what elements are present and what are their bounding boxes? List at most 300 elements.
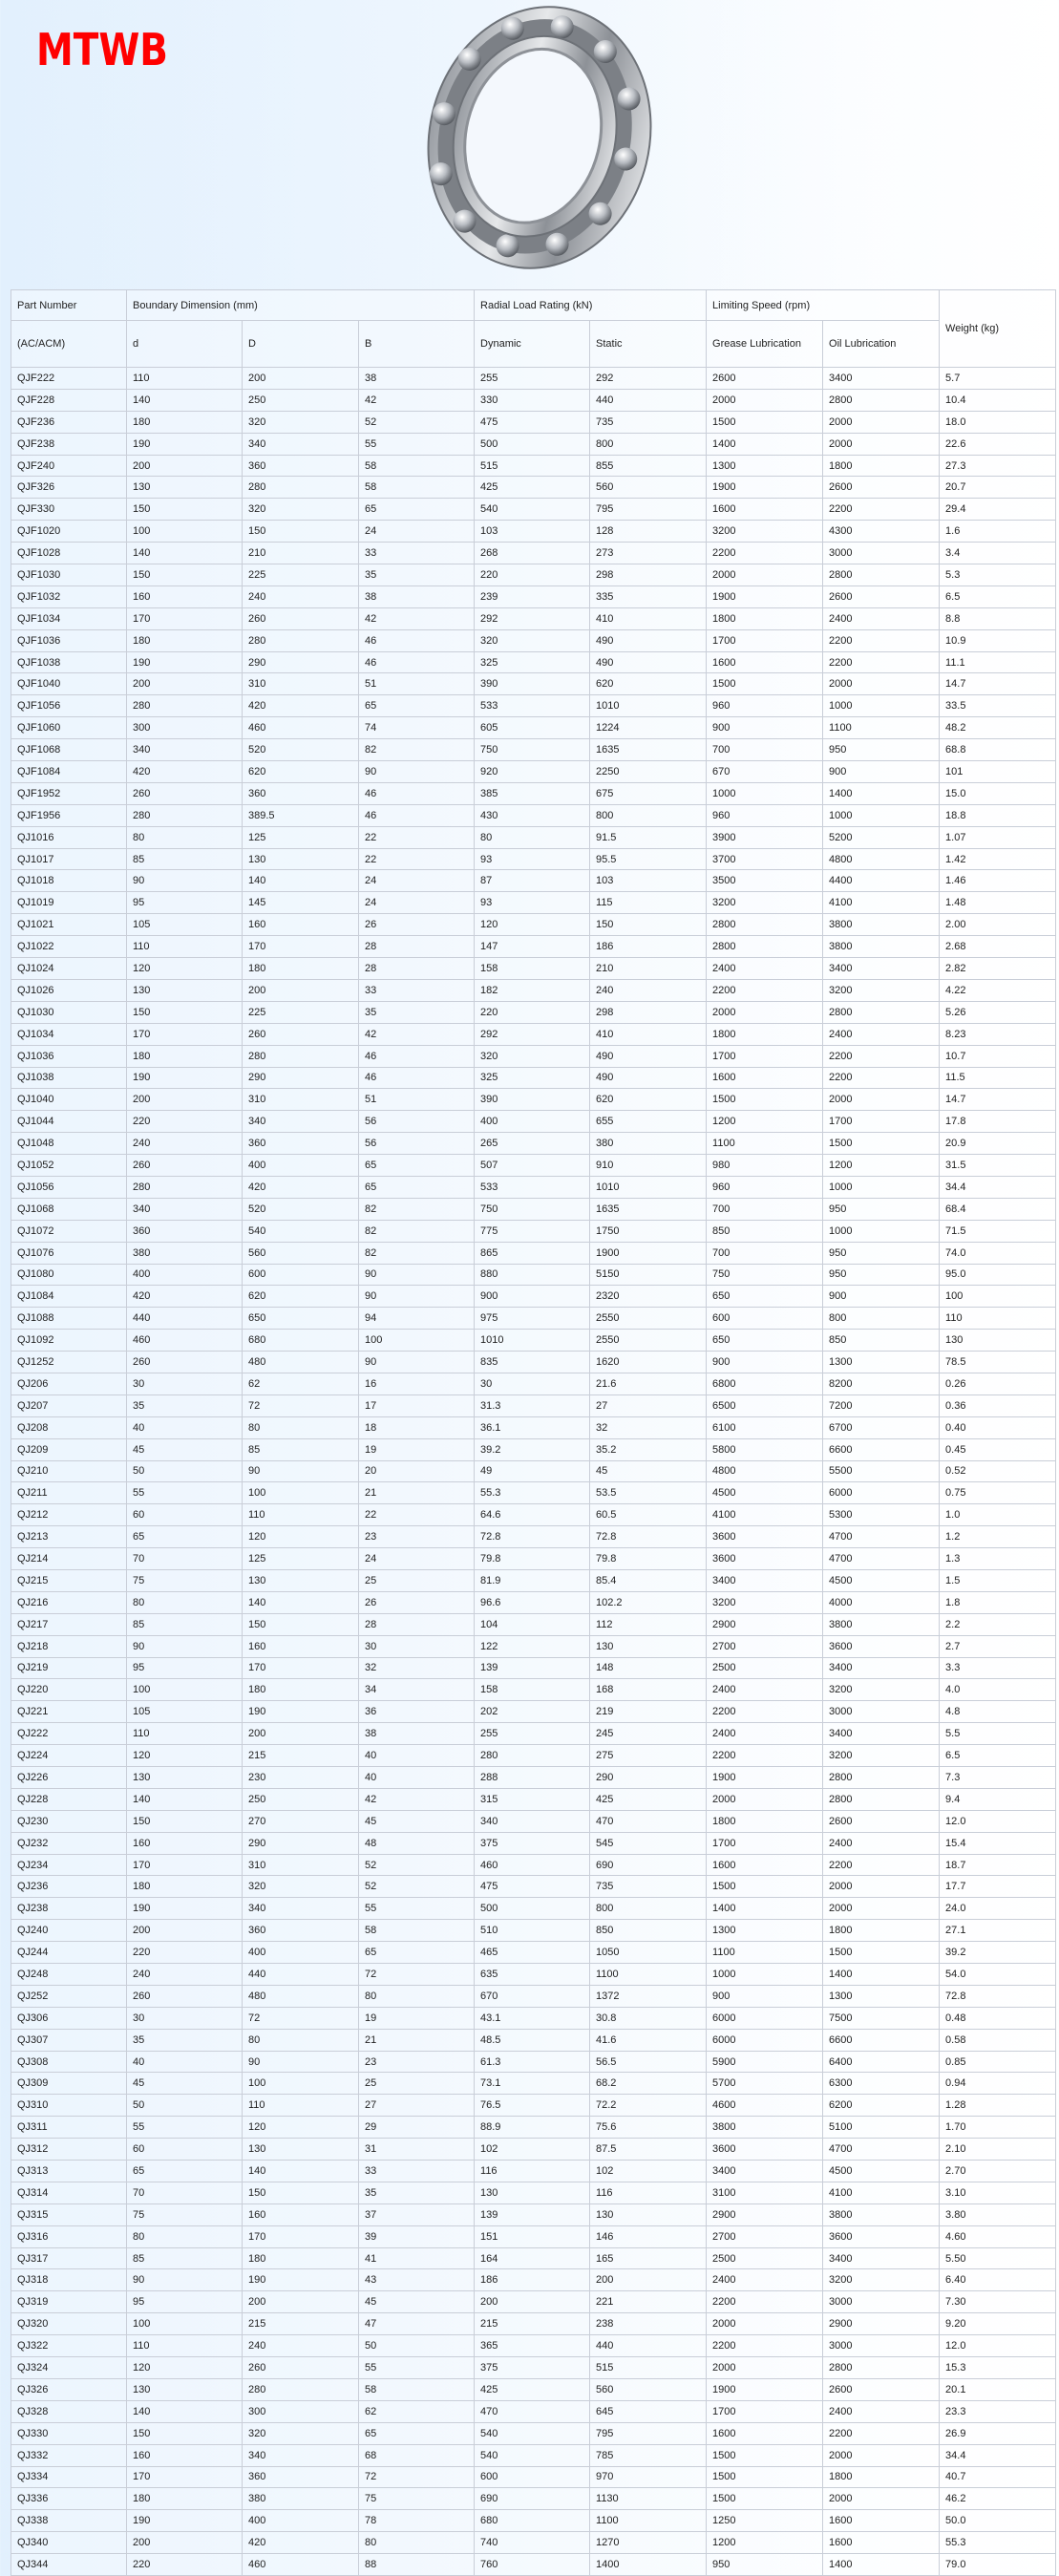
cell-d: 110 — [127, 2335, 243, 2357]
cell-weight: 5.3 — [940, 564, 1056, 586]
cell-B: 45 — [359, 2291, 475, 2313]
cell-B: 38 — [359, 368, 475, 390]
cell-dynamic-load: 139 — [475, 1657, 590, 1679]
cell-B: 18 — [359, 1416, 475, 1438]
cell-static-load: 410 — [590, 607, 707, 629]
cell-grease-speed: 3400 — [707, 2161, 823, 2182]
cell-part-number: QJ1084 — [11, 1286, 127, 1308]
cell-weight: 8.8 — [940, 607, 1056, 629]
cell-weight: 2.70 — [940, 2161, 1056, 2182]
cell-part-number: QJF228 — [11, 389, 127, 411]
cell-grease-speed: 1300 — [707, 455, 823, 477]
cell-static-load: 53.5 — [590, 1482, 707, 1504]
cell-dynamic-load: 425 — [475, 477, 590, 499]
table-row — [11, 1067, 1056, 1089]
table-row — [11, 2335, 1056, 2357]
cell-B: 35 — [359, 2182, 475, 2203]
cell-dynamic-load: 182 — [475, 979, 590, 1001]
cell-weight: 0.26 — [940, 1373, 1056, 1394]
cell-part-number: QJ240 — [11, 1920, 127, 1942]
cell-static-load: 60.5 — [590, 1504, 707, 1526]
cell-part-number: QJ1072 — [11, 1220, 127, 1242]
table-body — [11, 368, 1056, 2576]
table-row — [11, 826, 1056, 848]
cell-D: 72 — [243, 2007, 359, 2029]
cell-B: 56 — [359, 1111, 475, 1133]
cell-oil-speed: 900 — [823, 1286, 940, 1308]
cell-part-number: QJF1034 — [11, 607, 127, 629]
cell-d: 45 — [127, 1438, 243, 1460]
cell-part-number: QJF1952 — [11, 782, 127, 804]
cell-oil-speed: 1800 — [823, 455, 940, 477]
header-limiting-speed: Limiting Speed (rpm) — [707, 290, 940, 321]
cell-grease-speed: 2900 — [707, 2203, 823, 2225]
cell-dynamic-load: 116 — [475, 2161, 590, 2182]
cell-d: 460 — [127, 1330, 243, 1352]
cell-part-number: QJ236 — [11, 1876, 127, 1898]
cell-d: 220 — [127, 1942, 243, 1964]
cell-oil-speed: 4700 — [823, 2139, 940, 2161]
cell-D: 360 — [243, 455, 359, 477]
cell-part-number: QJ340 — [11, 2532, 127, 2554]
cell-dynamic-load: 375 — [475, 2357, 590, 2379]
cell-D: 160 — [243, 2203, 359, 2225]
cell-oil-speed: 2600 — [823, 2378, 940, 2400]
table-row — [11, 1876, 1056, 1898]
cell-dynamic-load: 158 — [475, 958, 590, 980]
cell-grease-speed: 3600 — [707, 2139, 823, 2161]
cell-weight: 20.1 — [940, 2378, 1056, 2400]
cell-D: 90 — [243, 1460, 359, 1482]
header-static: Static — [590, 321, 707, 368]
cell-grease-speed: 2400 — [707, 1723, 823, 1745]
cell-oil-speed: 2000 — [823, 1898, 940, 1920]
cell-part-number: QJ228 — [11, 1788, 127, 1810]
cell-D: 400 — [243, 2510, 359, 2532]
header-d: d — [127, 321, 243, 368]
cell-dynamic-load: 760 — [475, 2554, 590, 2576]
cell-dynamic-load: 61.3 — [475, 2051, 590, 2073]
cell-d: 280 — [127, 695, 243, 717]
cell-d: 130 — [127, 2378, 243, 2400]
cell-d: 85 — [127, 2247, 243, 2269]
cell-static-load: 2250 — [590, 761, 707, 783]
cell-D: 215 — [243, 1745, 359, 1767]
cell-B: 48 — [359, 1832, 475, 1854]
cell-part-number: QJF238 — [11, 433, 127, 455]
cell-d: 260 — [127, 782, 243, 804]
cell-grease-speed: 1800 — [707, 1023, 823, 1045]
cell-B: 58 — [359, 2378, 475, 2400]
cell-D: 90 — [243, 2051, 359, 2073]
cell-dynamic-load: 900 — [475, 1286, 590, 1308]
cell-D: 320 — [243, 499, 359, 521]
cell-d: 220 — [127, 2554, 243, 2576]
cell-d: 130 — [127, 1767, 243, 1789]
cell-dynamic-load: 775 — [475, 1220, 590, 1242]
cell-B: 51 — [359, 673, 475, 695]
cell-D: 320 — [243, 2422, 359, 2444]
cell-oil-speed: 1600 — [823, 2510, 940, 2532]
cell-dynamic-load: 465 — [475, 1942, 590, 1964]
cell-dynamic-load: 265 — [475, 1133, 590, 1155]
table-row — [11, 543, 1056, 564]
cell-dynamic-load: 540 — [475, 2444, 590, 2466]
cell-d: 200 — [127, 455, 243, 477]
cell-oil-speed: 3000 — [823, 1701, 940, 1723]
cell-B: 68 — [359, 2444, 475, 2466]
cell-dynamic-load: 740 — [475, 2532, 590, 2554]
cell-grease-speed: 3200 — [707, 1591, 823, 1613]
cell-B: 38 — [359, 1723, 475, 1745]
cell-B: 24 — [359, 521, 475, 543]
cell-grease-speed: 6100 — [707, 1416, 823, 1438]
cell-dynamic-load: 239 — [475, 585, 590, 607]
cell-oil-speed: 4700 — [823, 1526, 940, 1548]
cell-B: 21 — [359, 2029, 475, 2051]
cell-B: 78 — [359, 2510, 475, 2532]
cell-d: 160 — [127, 2444, 243, 2466]
cell-part-number: QJ318 — [11, 2269, 127, 2291]
cell-weight: 0.48 — [940, 2007, 1056, 2029]
table-row — [11, 1089, 1056, 1111]
cell-D: 290 — [243, 1832, 359, 1854]
cell-dynamic-load: 103 — [475, 521, 590, 543]
cell-static-load: 245 — [590, 1723, 707, 1745]
cell-part-number: QJ1026 — [11, 979, 127, 1001]
cell-d: 75 — [127, 2203, 243, 2225]
cell-weight: 22.6 — [940, 433, 1056, 455]
cell-grease-speed: 3200 — [707, 521, 823, 543]
cell-D: 480 — [243, 1352, 359, 1373]
cell-part-number: QJF1056 — [11, 695, 127, 717]
cell-part-number: QJ218 — [11, 1635, 127, 1657]
cell-dynamic-load: 164 — [475, 2247, 590, 2269]
cell-B: 16 — [359, 1373, 475, 1394]
cell-d: 190 — [127, 1898, 243, 1920]
cell-D: 340 — [243, 1898, 359, 1920]
cell-part-number: QJ314 — [11, 2182, 127, 2203]
cell-weight: 2.68 — [940, 936, 1056, 958]
cell-B: 35 — [359, 564, 475, 586]
cell-B: 90 — [359, 1264, 475, 1286]
cell-weight: 20.9 — [940, 1133, 1056, 1155]
table-row — [11, 1701, 1056, 1723]
cell-static-load: 850 — [590, 1920, 707, 1942]
cell-static-load: 72.8 — [590, 1526, 707, 1548]
cell-d: 105 — [127, 914, 243, 936]
table-row — [11, 892, 1056, 914]
cell-part-number: QJF1038 — [11, 651, 127, 673]
cell-static-load: 150 — [590, 914, 707, 936]
cell-oil-speed: 5100 — [823, 2117, 940, 2139]
cell-part-number: QJ207 — [11, 1394, 127, 1416]
cell-B: 72 — [359, 2466, 475, 2488]
cell-weight: 74.0 — [940, 1242, 1056, 1264]
cell-d: 190 — [127, 2510, 243, 2532]
cell-d: 30 — [127, 2007, 243, 2029]
cell-dynamic-load: 49 — [475, 1460, 590, 1482]
cell-part-number: QJF1020 — [11, 521, 127, 543]
header-oil-lubrication: Oil Lubrication — [823, 321, 940, 368]
table-row — [11, 2488, 1056, 2510]
cell-part-number: QJ1088 — [11, 1308, 127, 1330]
cell-static-load: 273 — [590, 543, 707, 564]
cell-D: 80 — [243, 1416, 359, 1438]
header-radial-load-rating: Radial Load Rating (kN) — [475, 290, 707, 321]
cell-grease-speed: 1600 — [707, 2422, 823, 2444]
cell-B: 20 — [359, 1460, 475, 1482]
cell-d: 150 — [127, 564, 243, 586]
cell-d: 140 — [127, 389, 243, 411]
cell-weight: 6.5 — [940, 1745, 1056, 1767]
cell-part-number: QJF1028 — [11, 543, 127, 564]
table-row — [11, 1635, 1056, 1657]
cell-B: 23 — [359, 2051, 475, 2073]
cell-oil-speed: 6600 — [823, 2029, 940, 2051]
cell-grease-speed: 6000 — [707, 2007, 823, 2029]
cell-dynamic-load: 102 — [475, 2139, 590, 2161]
cell-grease-speed: 2000 — [707, 2313, 823, 2335]
cell-grease-speed: 4800 — [707, 1460, 823, 1482]
cell-oil-speed: 4700 — [823, 1548, 940, 1570]
cell-part-number: QJ224 — [11, 1745, 127, 1767]
cell-oil-speed: 1800 — [823, 2466, 940, 2488]
cell-dynamic-load: 36.1 — [475, 1416, 590, 1438]
cell-D: 260 — [243, 1023, 359, 1045]
table-row — [11, 1920, 1056, 1942]
cell-weight: 1.6 — [940, 521, 1056, 543]
cell-weight: 10.7 — [940, 1045, 1056, 1067]
cell-D: 230 — [243, 1767, 359, 1789]
cell-D: 440 — [243, 1964, 359, 1986]
table-row — [11, 2182, 1056, 2203]
cell-part-number: QJ313 — [11, 2161, 127, 2182]
cell-grease-speed: 1500 — [707, 2466, 823, 2488]
cell-weight: 1.0 — [940, 1504, 1056, 1526]
cell-static-load: 35.2 — [590, 1438, 707, 1460]
cell-D: 62 — [243, 1373, 359, 1394]
cell-weight: 34.4 — [940, 1176, 1056, 1198]
cell-D: 389.5 — [243, 804, 359, 826]
cell-dynamic-load: 64.6 — [475, 1504, 590, 1526]
cell-dynamic-load: 540 — [475, 2422, 590, 2444]
table-row — [11, 1985, 1056, 2007]
cell-dynamic-load: 147 — [475, 936, 590, 958]
cell-grease-speed: 1800 — [707, 607, 823, 629]
cell-B: 90 — [359, 1352, 475, 1373]
cell-weight: 46.2 — [940, 2488, 1056, 2510]
cell-part-number: QJF1068 — [11, 739, 127, 761]
cell-static-load: 1900 — [590, 1242, 707, 1264]
table-row — [11, 1745, 1056, 1767]
cell-B: 55 — [359, 433, 475, 455]
cell-D: 170 — [243, 936, 359, 958]
cell-B: 19 — [359, 1438, 475, 1460]
cell-weight: 4.60 — [940, 2225, 1056, 2247]
cell-weight: 5.5 — [940, 1723, 1056, 1745]
cell-D: 240 — [243, 2335, 359, 2357]
cell-D: 215 — [243, 2313, 359, 2335]
cell-d: 260 — [127, 1155, 243, 1177]
cell-grease-speed: 1500 — [707, 1876, 823, 1898]
cell-static-load: 186 — [590, 936, 707, 958]
cell-d: 105 — [127, 1701, 243, 1723]
cell-static-load: 800 — [590, 1898, 707, 1920]
cell-static-load: 298 — [590, 1001, 707, 1023]
cell-dynamic-load: 475 — [475, 411, 590, 433]
cell-weight: 50.0 — [940, 2510, 1056, 2532]
cell-d: 85 — [127, 848, 243, 870]
header-part-number: Part Number — [11, 290, 127, 321]
cell-grease-speed: 2200 — [707, 1701, 823, 1723]
cell-d: 180 — [127, 411, 243, 433]
cell-d: 120 — [127, 2357, 243, 2379]
cell-B: 90 — [359, 761, 475, 783]
cell-static-load: 795 — [590, 499, 707, 521]
cell-oil-speed: 5200 — [823, 826, 940, 848]
cell-part-number: QJ1076 — [11, 1242, 127, 1264]
cell-D: 200 — [243, 368, 359, 390]
cell-B: 94 — [359, 1308, 475, 1330]
cell-oil-speed: 2800 — [823, 1767, 940, 1789]
cell-static-load: 298 — [590, 564, 707, 586]
cell-part-number: QJ332 — [11, 2444, 127, 2466]
cell-D: 145 — [243, 892, 359, 914]
table-row — [11, 1352, 1056, 1373]
cell-grease-speed: 2900 — [707, 1613, 823, 1635]
cell-dynamic-load: 255 — [475, 368, 590, 390]
cell-B: 33 — [359, 543, 475, 564]
cell-dynamic-load: 80 — [475, 826, 590, 848]
cell-grease-speed: 1200 — [707, 2532, 823, 2554]
cell-dynamic-load: 315 — [475, 1788, 590, 1810]
cell-oil-speed: 2200 — [823, 1854, 940, 1876]
cell-static-load: 2320 — [590, 1286, 707, 1308]
cell-B: 58 — [359, 1920, 475, 1942]
cell-oil-speed: 4400 — [823, 870, 940, 892]
cell-grease-speed: 3700 — [707, 848, 823, 870]
cell-oil-speed: 3600 — [823, 2225, 940, 2247]
cell-part-number: QJ214 — [11, 1548, 127, 1570]
cell-static-load: 2550 — [590, 1330, 707, 1352]
cell-static-load: 21.6 — [590, 1373, 707, 1394]
cell-grease-speed: 2000 — [707, 564, 823, 586]
cell-dynamic-load: 533 — [475, 695, 590, 717]
cell-D: 320 — [243, 411, 359, 433]
cell-static-load: 1635 — [590, 739, 707, 761]
table-row — [11, 1482, 1056, 1504]
cell-B: 40 — [359, 1745, 475, 1767]
cell-dynamic-load: 292 — [475, 607, 590, 629]
cell-weight: 101 — [940, 761, 1056, 783]
cell-static-load: 515 — [590, 2357, 707, 2379]
cell-grease-speed: 2400 — [707, 1679, 823, 1701]
cell-d: 260 — [127, 1985, 243, 2007]
cell-D: 225 — [243, 1001, 359, 1023]
cell-oil-speed: 3800 — [823, 914, 940, 936]
cell-d: 100 — [127, 1679, 243, 1701]
cell-dynamic-load: 220 — [475, 1001, 590, 1023]
cell-part-number: QJF236 — [11, 411, 127, 433]
cell-dynamic-load: 510 — [475, 1920, 590, 1942]
table-row — [11, 1416, 1056, 1438]
cell-B: 24 — [359, 892, 475, 914]
cell-dynamic-load: 151 — [475, 2225, 590, 2247]
table-row — [11, 2532, 1056, 2554]
table-row — [11, 936, 1056, 958]
table-row — [11, 2378, 1056, 2400]
table-row — [11, 979, 1056, 1001]
cell-D: 125 — [243, 826, 359, 848]
cell-static-load: 1620 — [590, 1352, 707, 1373]
cell-D: 150 — [243, 1613, 359, 1635]
cell-dynamic-load: 93 — [475, 848, 590, 870]
table-row — [11, 585, 1056, 607]
cell-d: 50 — [127, 2095, 243, 2117]
cell-grease-speed: 850 — [707, 1220, 823, 1242]
cell-d: 140 — [127, 543, 243, 564]
cell-oil-speed: 2600 — [823, 585, 940, 607]
cell-weight: 27.1 — [940, 1920, 1056, 1942]
cell-oil-speed: 950 — [823, 1264, 940, 1286]
cell-d: 90 — [127, 870, 243, 892]
cell-dynamic-load: 975 — [475, 1308, 590, 1330]
cell-weight: 1.70 — [940, 2117, 1056, 2139]
cell-dynamic-load: 865 — [475, 1242, 590, 1264]
cell-dynamic-load: 330 — [475, 389, 590, 411]
cell-static-load: 1100 — [590, 2510, 707, 2532]
cell-dynamic-load: 340 — [475, 1810, 590, 1832]
cell-weight: 2.2 — [940, 1613, 1056, 1635]
table-row — [11, 1438, 1056, 1460]
cell-D: 290 — [243, 651, 359, 673]
cell-dynamic-load: 835 — [475, 1352, 590, 1373]
cell-static-load: 146 — [590, 2225, 707, 2247]
cell-B: 58 — [359, 455, 475, 477]
cell-D: 140 — [243, 870, 359, 892]
cell-part-number: QJ1092 — [11, 1330, 127, 1352]
cell-weight: 130 — [940, 1330, 1056, 1352]
table-row — [11, 1133, 1056, 1155]
cell-grease-speed: 900 — [707, 1352, 823, 1373]
cell-weight: 6.40 — [940, 2269, 1056, 2291]
cell-B: 80 — [359, 1985, 475, 2007]
cell-part-number: QJ338 — [11, 2510, 127, 2532]
cell-grease-speed: 650 — [707, 1330, 823, 1352]
cell-B: 90 — [359, 1286, 475, 1308]
cell-d: 280 — [127, 804, 243, 826]
cell-B: 82 — [359, 739, 475, 761]
cell-grease-speed: 4100 — [707, 1504, 823, 1526]
cell-B: 80 — [359, 2532, 475, 2554]
cell-grease-speed: 1400 — [707, 433, 823, 455]
cell-grease-speed: 1200 — [707, 1111, 823, 1133]
cell-D: 400 — [243, 1942, 359, 1964]
table-row — [11, 717, 1056, 739]
cell-part-number: QJ209 — [11, 1438, 127, 1460]
cell-weight: 3.3 — [940, 1657, 1056, 1679]
cell-oil-speed: 3400 — [823, 2247, 940, 2269]
cell-d: 200 — [127, 1920, 243, 1942]
cell-dynamic-load: 200 — [475, 2291, 590, 2313]
cell-dynamic-load: 460 — [475, 1854, 590, 1876]
table-row — [11, 1832, 1056, 1854]
cell-oil-speed: 2800 — [823, 2357, 940, 2379]
cell-grease-speed: 2500 — [707, 1657, 823, 1679]
cell-oil-speed: 4500 — [823, 2161, 940, 2182]
table-row — [11, 1723, 1056, 1745]
